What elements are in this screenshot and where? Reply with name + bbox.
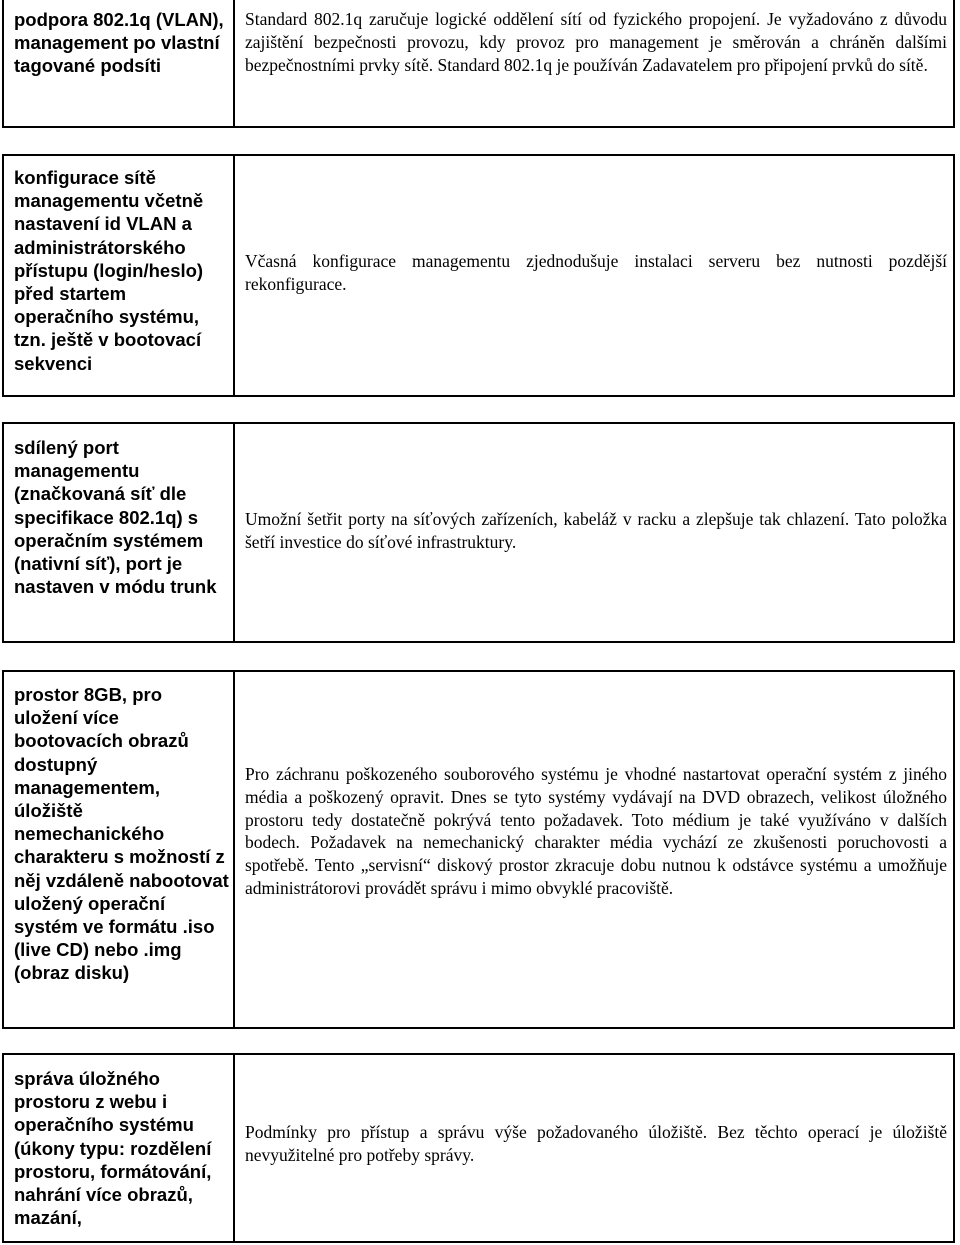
column-divider	[233, 672, 235, 1027]
requirement-description: Standard 802.1q zaručuje logické oddělení sítí od fyzického propojení. Je vyžadováno z důvodu zajištění bezpečnosti provozu, kdy provoz pro management je směrován a chráněn dalšími bezpečnostními prvky sítě. Standard 802.1q je používán Zadavatelem pro připojení prvků do sítě.	[245, 9, 947, 75]
column-divider	[233, 1055, 235, 1241]
requirement-description: Pro záchranu poškozeného souborového systému je vhodné nastartovat operační systém z jiného média a poškozený opravit. Dnes se tyto systémy vydávají na DVD obrazech, velikost úložného prostoru tedy dostatečně pokrývá tento požadavek. Toto médium je také využíváno v dalších bodech. Požadavek na nemechanický charakter média vychází ze zkušenosti poruchovosti a spotřebě. Tento „servisní“ diskový prostor zkracuje dobu nutnou k odstávce systému a umožňuje administrátorovi provádět správu i mimo obvyklé pracoviště.	[245, 764, 947, 898]
requirement-label: podpora 802.1q (VLAN), management po vlastní tagované podsíti	[14, 9, 224, 77]
column-divider	[233, 156, 235, 395]
requirement-row-storage	[2, 670, 955, 1029]
requirement-row-storage-management	[2, 1053, 955, 1243]
requirement-row-vlan	[2, 0, 955, 128]
requirement-label: sdílený port managementu (značkovaná síť dle specifikace 802.1q) s operačním systémem (nativní síť), port je nastaven v módu trunk	[14, 437, 217, 598]
requirement-label: prostor 8GB, pro uložení více bootovacích obrazů dostupný managementem, úložiště nemechanického charakteru s možností z něj vzdáleně nabootovat uložený operační systém ve formátu .iso (live CD) nebo .img (obraz disku)	[14, 684, 229, 984]
column-divider	[233, 424, 235, 641]
requirement-row-network-config	[2, 154, 955, 397]
requirement-description: Podmínky pro přístup a správu výše požadovaného úložiště. Bez těchto operací je úložiště nevyužitelné pro potřeby správy.	[245, 1122, 947, 1165]
column-divider	[233, 0, 235, 126]
requirement-label: konfigurace sítě managementu včetně nastavení id VLAN a administrátorského přístupu (login/heslo) před startem operačního systému, tzn. ještě v bootovací sekvenci	[14, 167, 204, 374]
requirement-description: Včasná konfigurace managementu zjednodušuje instalaci serveru bez nutnosti pozdější rekonfigurace.	[245, 251, 947, 294]
requirement-description: Umožní šetřit porty na síťových zařízeních, kabeláž v racku a zlepšuje tak chlazení. Tato položka šetří investice do síťové infrastruktury.	[245, 509, 947, 552]
requirement-label: správa úložného prostoru z webu i operačního systému (úkony typu: rozdělení prostoru, formátování, nahrání více obrazů, mazání,	[14, 1068, 212, 1229]
requirement-row-shared-port	[2, 422, 955, 643]
